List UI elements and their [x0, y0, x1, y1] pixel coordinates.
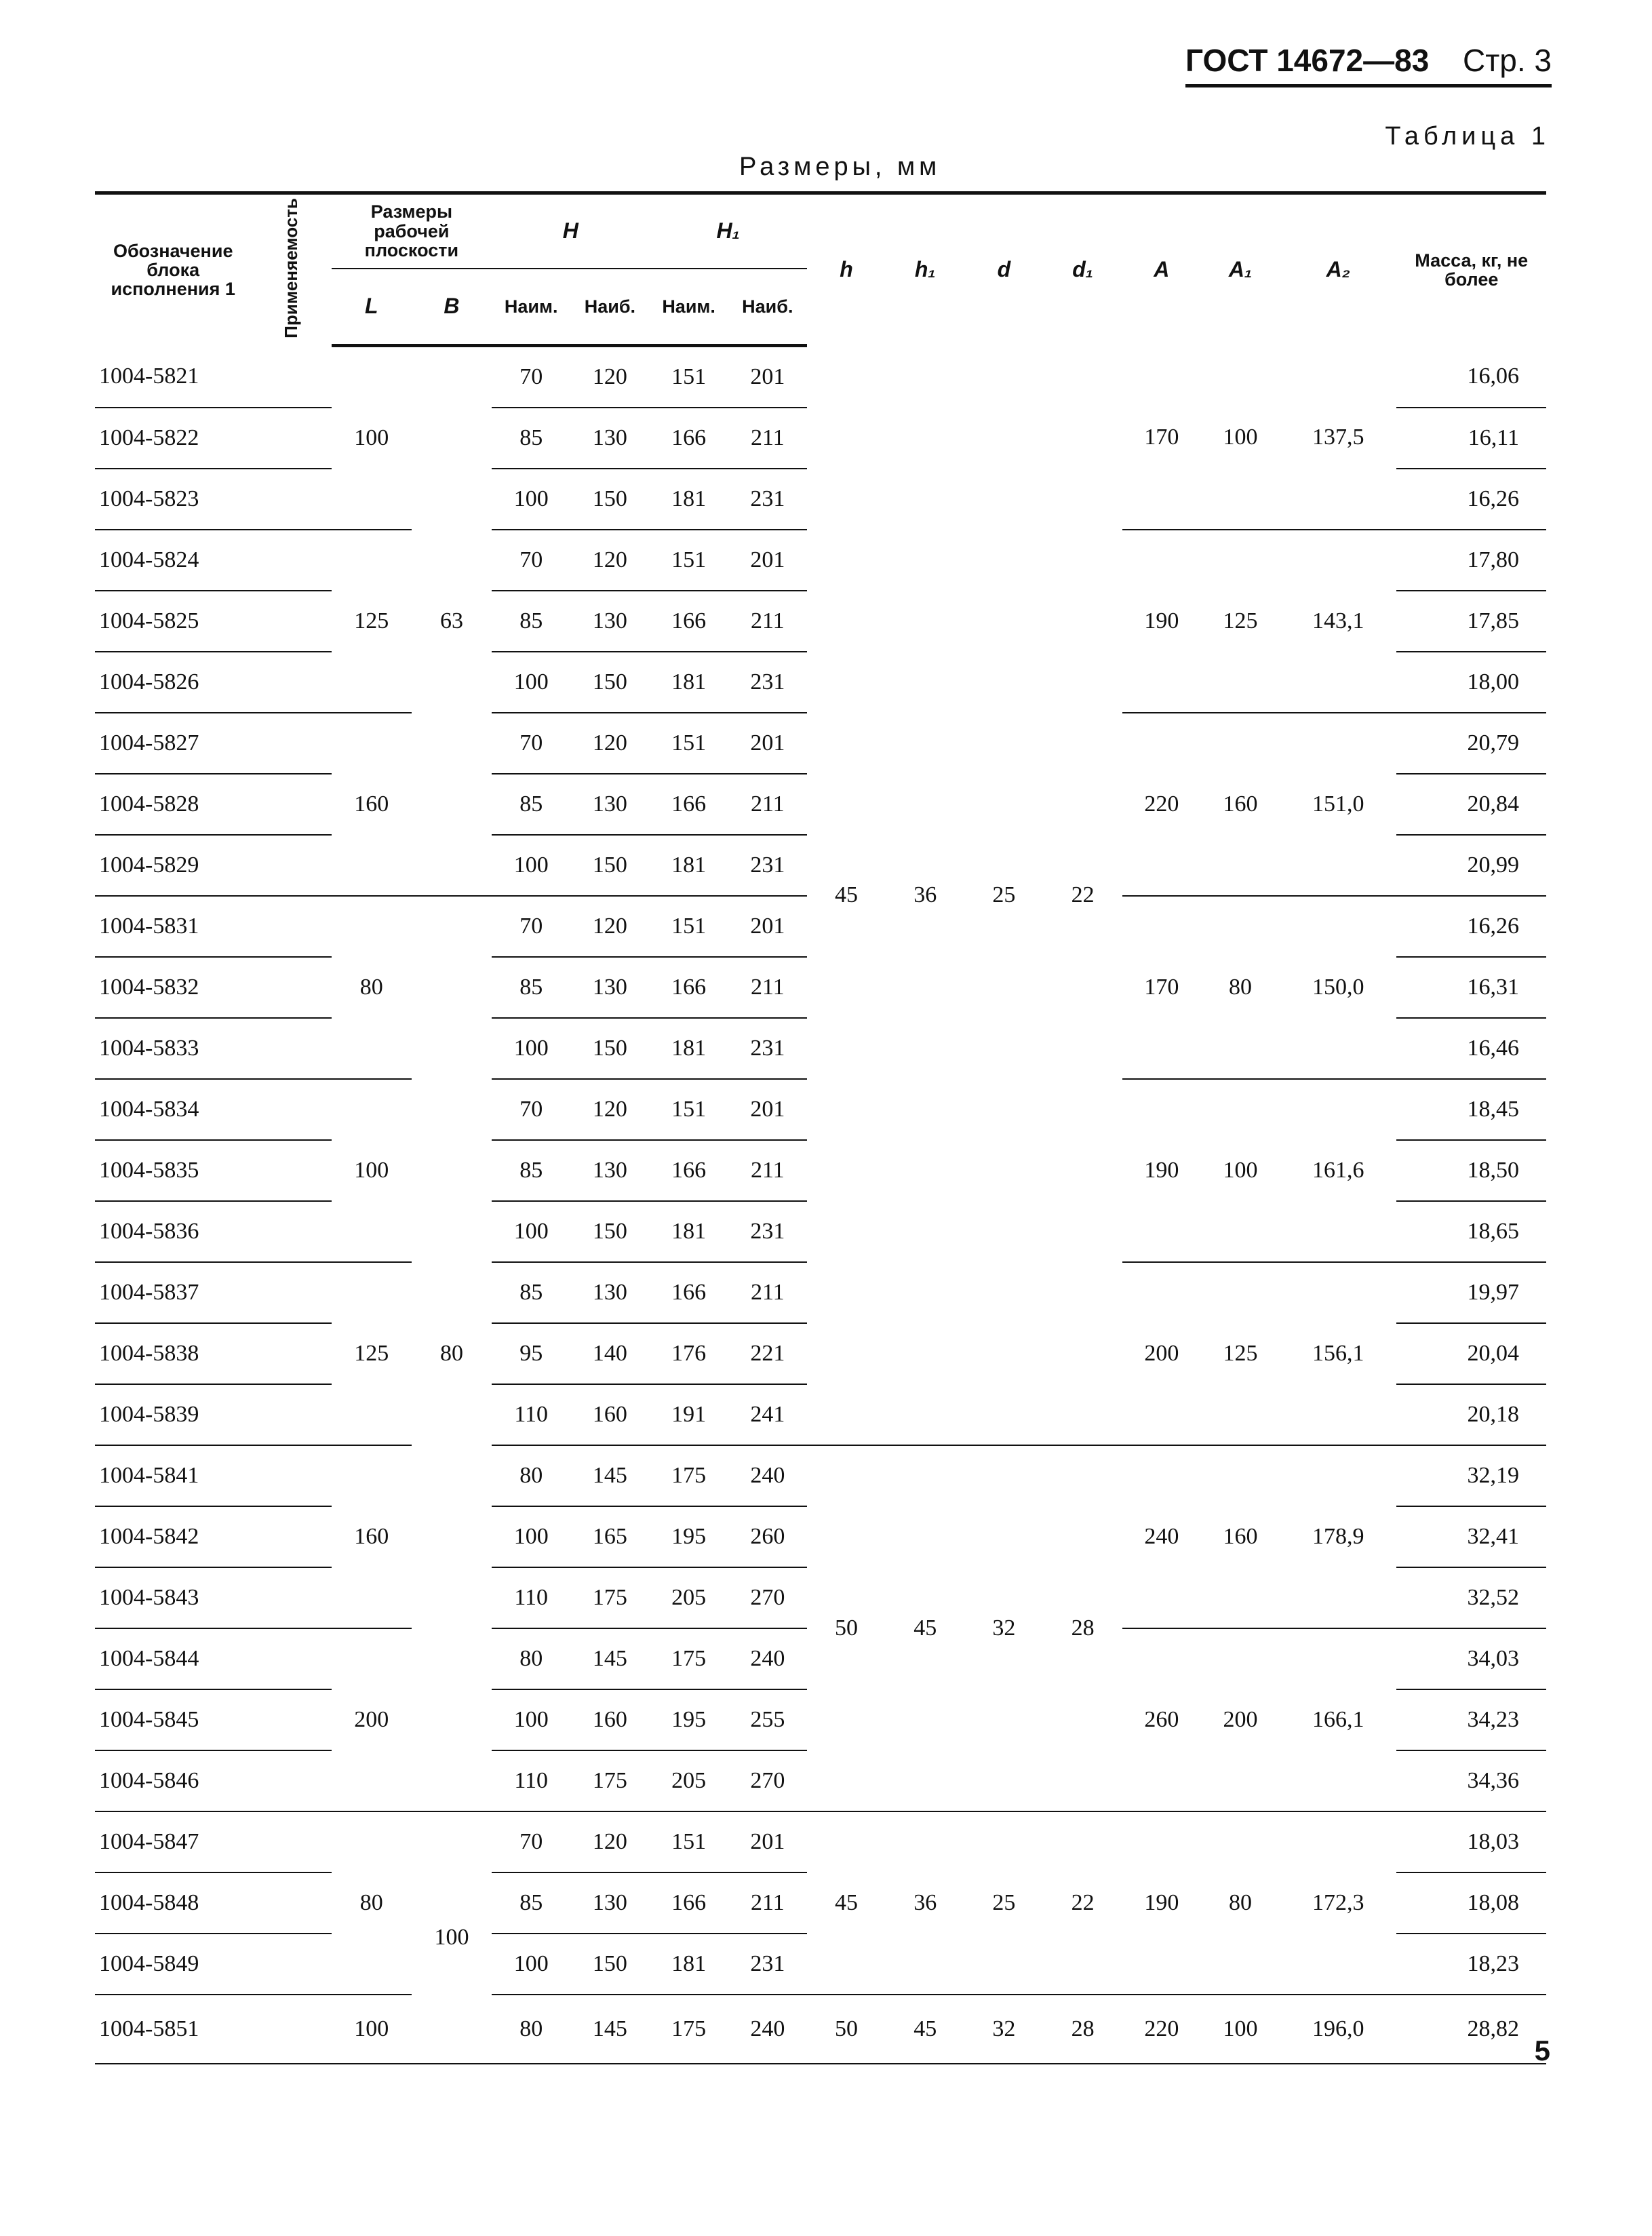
cell-applicability — [251, 896, 331, 957]
cell-H-min: 100 — [492, 1506, 570, 1567]
cell-d: 32 — [964, 1995, 1043, 2064]
col-designation: Обозначение блока исполнения 1 — [95, 193, 251, 346]
table-row — [95, 346, 1546, 408]
cell-mass: 34,36 — [1396, 1750, 1546, 1811]
cell-H1-min: 151 — [650, 1079, 728, 1140]
cell-H-min: 70 — [492, 1811, 570, 1872]
cell-A: 200 — [1122, 1262, 1201, 1445]
cell-designation: 1004-5831 — [95, 896, 251, 957]
cell-designation: 1004-5847 — [95, 1811, 251, 1872]
cell-h: 45 — [807, 1811, 886, 1995]
cell-L: 125 — [332, 530, 412, 713]
cell-H-max: 140 — [570, 1323, 649, 1384]
page-number: Стр. 3 — [1462, 43, 1552, 78]
cell-L: 80 — [332, 896, 412, 1079]
cell-H-max: 145 — [570, 1445, 649, 1506]
col-H-min: Наим. — [492, 269, 570, 346]
cell-A2: 196,0 — [1280, 1995, 1396, 2064]
cell-H1-max: 260 — [728, 1506, 807, 1567]
cell-applicability — [251, 1079, 331, 1140]
cell-A: 170 — [1122, 896, 1201, 1079]
cell-designation: 1004-5837 — [95, 1262, 251, 1323]
cell-H-min: 100 — [492, 1018, 570, 1079]
cell-H1-max: 211 — [728, 774, 807, 835]
cell-H1-max: 211 — [728, 591, 807, 652]
units-caption: Размеры, мм — [739, 153, 941, 181]
cell-applicability — [251, 1995, 331, 2064]
cell-H-min: 85 — [492, 1140, 570, 1201]
cell-mass: 18,45 — [1396, 1079, 1546, 1140]
cell-H-min: 100 — [492, 1201, 570, 1262]
cell-H-min: 100 — [492, 1689, 570, 1750]
cell-H-min: 85 — [492, 774, 570, 835]
cell-d1: 28 — [1044, 1995, 1122, 2064]
cell-H-min: 100 — [492, 652, 570, 713]
cell-mass: 32,41 — [1396, 1506, 1546, 1567]
cell-H-max: 130 — [570, 957, 649, 1018]
cell-designation: 1004-5825 — [95, 591, 251, 652]
cell-A2: 156,1 — [1280, 1262, 1396, 1445]
cell-A: 190 — [1122, 1811, 1201, 1995]
cell-H1-min: 181 — [650, 469, 728, 530]
cell-A2: 137,5 — [1280, 346, 1396, 530]
cell-H1-min: 166 — [650, 1140, 728, 1201]
cell-L: 200 — [332, 1628, 412, 1811]
cell-mass: 18,50 — [1396, 1140, 1546, 1201]
cell-H1-max: 211 — [728, 1262, 807, 1323]
cell-H1-min: 166 — [650, 1262, 728, 1323]
cell-A1: 100 — [1201, 1995, 1280, 2064]
cell-applicability — [251, 713, 331, 774]
cell-designation: 1004-5843 — [95, 1567, 251, 1628]
cell-designation: 1004-5835 — [95, 1140, 251, 1201]
cell-mass: 18,23 — [1396, 1934, 1546, 1995]
cell-mass: 34,03 — [1396, 1628, 1546, 1689]
table-row — [95, 1445, 1546, 1506]
cell-applicability — [251, 1567, 331, 1628]
cell-A2: 161,6 — [1280, 1079, 1396, 1262]
cell-applicability — [251, 530, 331, 591]
cell-designation: 1004-5836 — [95, 1201, 251, 1262]
cell-H-min: 70 — [492, 346, 570, 408]
cell-designation: 1004-5839 — [95, 1384, 251, 1445]
cell-mass: 20,79 — [1396, 713, 1546, 774]
cell-H-min: 70 — [492, 1079, 570, 1140]
col-H-max: Наиб. — [570, 269, 649, 346]
cell-H1-max: 270 — [728, 1567, 807, 1628]
standard-number: ГОСТ 14672—83 — [1185, 43, 1430, 78]
cell-designation: 1004-5848 — [95, 1872, 251, 1934]
cell-designation: 1004-5827 — [95, 713, 251, 774]
cell-d1: 28 — [1044, 1445, 1122, 1811]
cell-mass: 34,23 — [1396, 1689, 1546, 1750]
cell-H1-max: 231 — [728, 1018, 807, 1079]
cell-A2: 166,1 — [1280, 1628, 1396, 1811]
cell-designation: 1004-5823 — [95, 469, 251, 530]
cell-H-min: 85 — [492, 591, 570, 652]
cell-H1-min: 151 — [650, 896, 728, 957]
col-H1: H₁ — [650, 193, 807, 269]
cell-A2: 178,9 — [1280, 1445, 1396, 1628]
cell-applicability — [251, 1872, 331, 1934]
folio-number: 5 — [1534, 2035, 1550, 2066]
cell-H1-min: 191 — [650, 1384, 728, 1445]
cell-H-min: 110 — [492, 1384, 570, 1445]
cell-H1-max: 201 — [728, 713, 807, 774]
cell-H1-max: 201 — [728, 1079, 807, 1140]
cell-L: 160 — [332, 713, 412, 896]
cell-A: 170 — [1122, 346, 1201, 530]
cell-A: 260 — [1122, 1628, 1201, 1811]
table-row — [95, 1995, 1546, 2064]
page-header — [1185, 42, 1552, 87]
cell-designation: 1004-5844 — [95, 1628, 251, 1689]
cell-H-max: 175 — [570, 1750, 649, 1811]
cell-H1-max: 231 — [728, 835, 807, 896]
cell-mass: 32,19 — [1396, 1445, 1546, 1506]
cell-H1-min: 166 — [650, 591, 728, 652]
cell-B: 100 — [412, 1811, 492, 2064]
cell-applicability — [251, 1323, 331, 1384]
cell-H-min: 110 — [492, 1567, 570, 1628]
cell-H1-min: 181 — [650, 1934, 728, 1995]
col-applicability-label: Применяемость — [281, 198, 302, 338]
cell-designation: 1004-5834 — [95, 1079, 251, 1140]
cell-H-min: 85 — [492, 1872, 570, 1934]
cell-H-max: 150 — [570, 469, 649, 530]
cell-d1: 22 — [1044, 1811, 1122, 1995]
cell-H1-max: 221 — [728, 1323, 807, 1384]
col-L: L — [332, 269, 412, 346]
cell-mass: 17,85 — [1396, 591, 1546, 652]
cell-designation: 1004-5832 — [95, 957, 251, 1018]
cell-H1-max: 201 — [728, 1811, 807, 1872]
cell-d: 25 — [964, 1811, 1043, 1995]
cell-H-max: 120 — [570, 896, 649, 957]
cell-H-min: 100 — [492, 469, 570, 530]
cell-applicability — [251, 1506, 331, 1567]
cell-H1-min: 195 — [650, 1689, 728, 1750]
cell-L: 160 — [332, 1445, 412, 1628]
cell-applicability — [251, 1201, 331, 1262]
cell-H-max: 150 — [570, 835, 649, 896]
cell-A1: 160 — [1201, 1445, 1280, 1628]
cell-H1-min: 181 — [650, 1201, 728, 1262]
cell-applicability — [251, 1018, 331, 1079]
cell-h: 45 — [807, 346, 886, 1446]
cell-h1: 36 — [886, 1811, 964, 1995]
cell-H1-min: 166 — [650, 408, 728, 469]
cell-H-max: 130 — [570, 774, 649, 835]
cell-A1: 200 — [1201, 1628, 1280, 1811]
cell-designation: 1004-5849 — [95, 1934, 251, 1995]
cell-L: 80 — [332, 1811, 412, 1995]
cell-mass: 16,11 — [1396, 408, 1546, 469]
cell-applicability — [251, 408, 331, 469]
table-body — [95, 346, 1546, 2064]
cell-H-min: 100 — [492, 1934, 570, 1995]
cell-A1: 160 — [1201, 713, 1280, 896]
cell-applicability — [251, 1445, 331, 1506]
cell-applicability — [251, 1628, 331, 1689]
cell-H1-min: 205 — [650, 1750, 728, 1811]
cell-H1-min: 175 — [650, 1445, 728, 1506]
cell-A: 220 — [1122, 1995, 1201, 2064]
cell-applicability — [251, 957, 331, 1018]
cell-h: 50 — [807, 1445, 886, 1811]
cell-H-max: 165 — [570, 1506, 649, 1567]
cell-mass: 19,97 — [1396, 1262, 1546, 1323]
cell-mass: 20,84 — [1396, 774, 1546, 835]
cell-H1-min: 151 — [650, 713, 728, 774]
cell-H-max: 120 — [570, 713, 649, 774]
cell-H1-max: 240 — [728, 1995, 807, 2064]
cell-H1-max: 240 — [728, 1445, 807, 1506]
cell-H-max: 130 — [570, 1262, 649, 1323]
col-B: B — [412, 269, 492, 346]
cell-H-min: 80 — [492, 1995, 570, 2064]
cell-H1-max: 231 — [728, 652, 807, 713]
cell-A2: 172,3 — [1280, 1811, 1396, 1995]
cell-designation: 1004-5822 — [95, 408, 251, 469]
cell-A2: 150,0 — [1280, 896, 1396, 1079]
col-H: H — [492, 193, 649, 269]
cell-H-max: 175 — [570, 1567, 649, 1628]
cell-H-min: 100 — [492, 835, 570, 896]
cell-designation: 1004-5821 — [95, 346, 251, 408]
cell-H1-min: 181 — [650, 835, 728, 896]
cell-applicability — [251, 1140, 331, 1201]
cell-H-max: 130 — [570, 1872, 649, 1934]
table-label: Таблица 1 — [1385, 122, 1550, 151]
cell-designation: 1004-5826 — [95, 652, 251, 713]
cell-mass: 16,31 — [1396, 957, 1546, 1018]
cell-H1-min: 175 — [650, 1628, 728, 1689]
cell-H1-min: 166 — [650, 957, 728, 1018]
cell-H-min: 80 — [492, 1628, 570, 1689]
cell-H-min: 85 — [492, 408, 570, 469]
cell-H1-max: 231 — [728, 469, 807, 530]
cell-mass: 16,06 — [1396, 346, 1546, 408]
cell-H-max: 130 — [570, 591, 649, 652]
cell-H1-max: 231 — [728, 1934, 807, 1995]
cell-d1: 22 — [1044, 346, 1122, 1446]
col-H1-max: Наиб. — [728, 269, 807, 346]
cell-A: 240 — [1122, 1445, 1201, 1628]
cell-designation: 1004-5851 — [95, 1995, 251, 2064]
cell-A1: 80 — [1201, 1811, 1280, 1995]
cell-designation: 1004-5829 — [95, 835, 251, 896]
dimensions-table — [95, 191, 1546, 2064]
cell-H-max: 120 — [570, 530, 649, 591]
cell-designation: 1004-5842 — [95, 1506, 251, 1567]
cell-H-min: 85 — [492, 957, 570, 1018]
col-applicability — [251, 193, 331, 346]
col-A2: A₂ — [1280, 193, 1396, 346]
cell-L: 100 — [332, 1079, 412, 1262]
cell-H1-min: 151 — [650, 1811, 728, 1872]
cell-H-max: 130 — [570, 408, 649, 469]
cell-mass: 16,26 — [1396, 469, 1546, 530]
cell-H1-max: 201 — [728, 530, 807, 591]
cell-mass: 20,04 — [1396, 1323, 1546, 1384]
cell-A: 190 — [1122, 1079, 1201, 1262]
cell-H-min: 110 — [492, 1750, 570, 1811]
cell-mass: 28,82 — [1396, 1995, 1546, 2064]
cell-H1-min: 195 — [650, 1506, 728, 1567]
cell-applicability — [251, 1384, 331, 1445]
cell-designation: 1004-5824 — [95, 530, 251, 591]
cell-mass: 18,00 — [1396, 652, 1546, 713]
cell-H-max: 130 — [570, 1140, 649, 1201]
cell-applicability — [251, 1750, 331, 1811]
cell-A1: 100 — [1201, 1079, 1280, 1262]
cell-H-min: 80 — [492, 1445, 570, 1506]
cell-H-max: 120 — [570, 1079, 649, 1140]
cell-H1-min: 166 — [650, 774, 728, 835]
cell-applicability — [251, 652, 331, 713]
cell-designation: 1004-5838 — [95, 1323, 251, 1384]
cell-H1-max: 201 — [728, 346, 807, 408]
cell-H1-max: 211 — [728, 957, 807, 1018]
cell-h1: 36 — [886, 346, 964, 1446]
cell-A1: 125 — [1201, 1262, 1280, 1445]
cell-H1-max: 211 — [728, 408, 807, 469]
cell-applicability — [251, 774, 331, 835]
cell-H1-max: 240 — [728, 1628, 807, 1689]
cell-H1-max: 255 — [728, 1689, 807, 1750]
cell-mass: 20,18 — [1396, 1384, 1546, 1445]
cell-H1-min: 151 — [650, 530, 728, 591]
cell-A2: 143,1 — [1280, 530, 1396, 713]
cell-designation: 1004-5846 — [95, 1750, 251, 1811]
cell-H-min: 95 — [492, 1323, 570, 1384]
col-A: A — [1122, 193, 1201, 346]
cell-mass: 18,65 — [1396, 1201, 1546, 1262]
col-A1: A₁ — [1201, 193, 1280, 346]
cell-A1: 80 — [1201, 896, 1280, 1079]
cell-A1: 125 — [1201, 530, 1280, 713]
cell-A: 220 — [1122, 713, 1201, 896]
cell-mass: 16,26 — [1396, 896, 1546, 957]
cell-applicability — [251, 1262, 331, 1323]
cell-designation: 1004-5845 — [95, 1689, 251, 1750]
table-header — [95, 193, 1546, 346]
col-h: h — [807, 193, 886, 346]
cell-applicability — [251, 1689, 331, 1750]
cell-A2: 151,0 — [1280, 713, 1396, 896]
cell-designation: 1004-5841 — [95, 1445, 251, 1506]
cell-H1-max: 211 — [728, 1140, 807, 1201]
cell-H1-min: 181 — [650, 1018, 728, 1079]
cell-A: 190 — [1122, 530, 1201, 713]
table-row — [95, 1811, 1546, 1872]
cell-designation: 1004-5828 — [95, 774, 251, 835]
cell-H-min: 70 — [492, 530, 570, 591]
col-H1-min: Наим. — [650, 269, 728, 346]
cell-H-max: 150 — [570, 1018, 649, 1079]
cell-H-min: 70 — [492, 896, 570, 957]
cell-H1-min: 166 — [650, 1872, 728, 1934]
col-d: d — [964, 193, 1043, 346]
cell-d: 25 — [964, 346, 1043, 1446]
cell-H1-min: 175 — [650, 1995, 728, 2064]
cell-mass: 17,80 — [1396, 530, 1546, 591]
cell-mass: 32,52 — [1396, 1567, 1546, 1628]
cell-H1-min: 181 — [650, 652, 728, 713]
cell-L: 100 — [332, 346, 412, 530]
cell-H1-max: 241 — [728, 1384, 807, 1445]
cell-H-max: 160 — [570, 1384, 649, 1445]
cell-H1-min: 176 — [650, 1323, 728, 1384]
cell-H1-min: 151 — [650, 346, 728, 408]
cell-H-min: 85 — [492, 1262, 570, 1323]
cell-d: 32 — [964, 1445, 1043, 1811]
cell-H-max: 150 — [570, 1201, 649, 1262]
cell-applicability — [251, 591, 331, 652]
cell-H-max: 160 — [570, 1689, 649, 1750]
cell-B: 80 — [412, 896, 492, 1811]
cell-H1-max: 270 — [728, 1750, 807, 1811]
cell-h: 50 — [807, 1995, 886, 2064]
col-d1: d₁ — [1044, 193, 1122, 346]
cell-H-min: 70 — [492, 713, 570, 774]
col-working-plane: Размеры рабочей плоскости — [332, 193, 492, 269]
cell-H-max: 120 — [570, 1811, 649, 1872]
cell-h1: 45 — [886, 1445, 964, 1811]
cell-H1-min: 205 — [650, 1567, 728, 1628]
cell-applicability — [251, 346, 331, 408]
cell-applicability — [251, 835, 331, 896]
cell-L: 125 — [332, 1262, 412, 1445]
cell-B: 63 — [412, 346, 492, 897]
cell-applicability — [251, 1811, 331, 1872]
cell-H-max: 150 — [570, 1934, 649, 1995]
cell-mass: 18,08 — [1396, 1872, 1546, 1934]
col-mass: Масса, кг, не более — [1396, 193, 1546, 346]
cell-H1-max: 231 — [728, 1201, 807, 1262]
cell-H1-max: 211 — [728, 1872, 807, 1934]
cell-h1: 45 — [886, 1995, 964, 2064]
cell-H-max: 120 — [570, 346, 649, 408]
cell-mass: 20,99 — [1396, 835, 1546, 896]
cell-mass: 16,46 — [1396, 1018, 1546, 1079]
cell-L: 100 — [332, 1995, 412, 2064]
cell-H-max: 145 — [570, 1628, 649, 1689]
cell-applicability — [251, 1934, 331, 1995]
cell-A1: 100 — [1201, 346, 1280, 530]
cell-H-max: 145 — [570, 1995, 649, 2064]
cell-H-max: 150 — [570, 652, 649, 713]
cell-designation: 1004-5833 — [95, 1018, 251, 1079]
cell-applicability — [251, 469, 331, 530]
cell-H1-max: 201 — [728, 896, 807, 957]
col-h1: h₁ — [886, 193, 964, 346]
cell-mass: 18,03 — [1396, 1811, 1546, 1872]
